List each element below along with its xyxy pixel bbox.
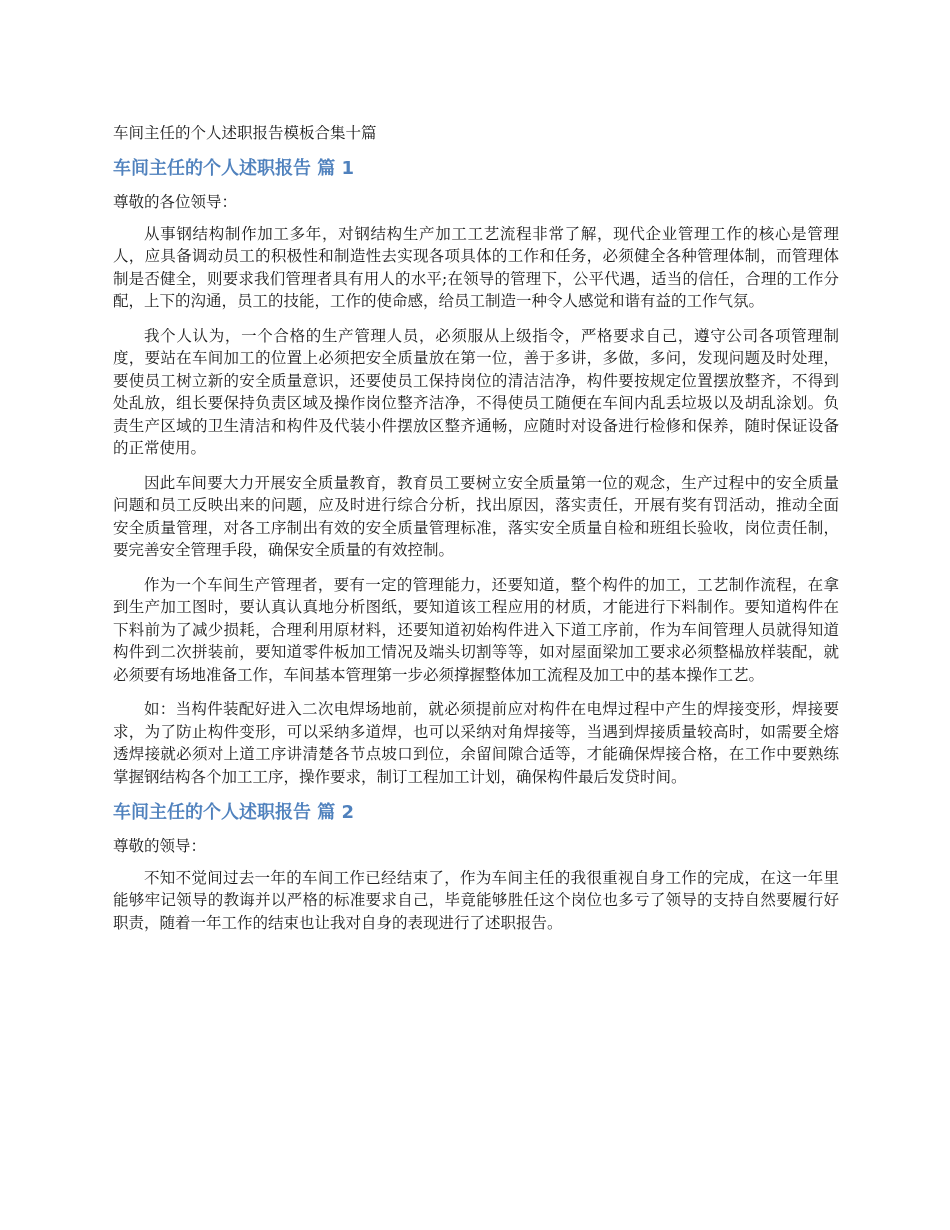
report-section-2 — [113, 800, 839, 934]
salutation: 尊敬的各位领导： — [113, 193, 238, 211]
document-page — [113, 122, 839, 946]
report-section-1 — [113, 156, 839, 788]
salutation: 尊敬的领导： — [113, 837, 207, 855]
document-title: 车间主任的个人述职报告模板合集十篇 — [113, 124, 377, 142]
body-paragraph: 我个人认为，一个合格的生产管理人员，必须服从上级指令，严格要求自己，遵守公司各项管理制度，要站在车间加工的位置上必须把安全质量放在第一位，善于多讲，多做，多问，发现问题及时处理，要使员工树立新的安全质量意识，还要使员工保持岗位的清洁洁净，构件要按规定位置摆放整齐，不得到处乱放，组长要保持负责区域及操作岗位整齐洁净，不得使员工随便在车间内乱丢垃圾以及胡乱涂划。负责生产区域的卫生清洁和构件及代装小件摆放区整齐通畅，应随时对设备进行检修和保养，随时保证设备的正常使用。 — [113, 326, 839, 457]
body-paragraph: 从事钢结构制作加工多年，对钢结构生产加工工艺流程非常了解，现代企业管理工作的核心是管理人，应具备调动员工的积极性和制造性去实现各项具体的工作和任务，必须健全各种管理体制，而管理体制是否健全，则要求我们管理者具有用人的水平;在领导的管理下，公平代遇，适当的信任，合理的工作分配，上下的沟通，员工的技能，工作的使命感，给员工制造一种令人感觉和谐有益的工作气氛。 — [113, 224, 839, 310]
body-paragraph: 作为一个车间生产管理者，要有一定的管理能力，还要知道，整个构件的加工，工艺制作流程，在拿到生产加工图时，要认真认真地分析图纸，要知道该工程应用的材质，才能进行下料制作。要知道构件在下料前为了减少损耗，合理利用原材料，还要知道初始构件进入下道工序前，作为车间管理人员就得知道构件到二次拼装前，要知道零件板加工情况及端头切割等等，如对屋面梁加工要求必须整榀放样装配，就必须要有场地准备工作，车间基本管理第一步必须撑握整体加工流程及加工中的基本操作工艺。 — [113, 575, 839, 684]
body-paragraph: 不知不觉间过去一年的车间工作已经结束了，作为车间主任的我很重视自身工作的完成，在这一年里能够牢记领导的教诲并以严格的标准要求自己，毕竟能够胜任这个岗位也多亏了领导的支持自然要履行好职责，随着一年工作的结束也让我对自身的表现进行了述职报告。 — [113, 868, 839, 932]
section-heading: 车间主任的个人述职报告 篇 2 — [113, 802, 355, 823]
section-heading: 车间主任的个人述职报告 篇 1 — [113, 158, 355, 179]
body-paragraph: 如：当构件装配好进入二次电焊场地前，就必须提前应对构件在电焊过程中产生的焊接变形，焊接要求，为了防止构件变形，可以采纳多道焊，也可以采纳对角焊接等，当遇到焊接质量较高时，如需要全熔透焊接就必须对上道工序讲清楚各节点坡口到位，余留间隙合适等，才能确保焊接合格，在工作中要熟练掌握钢结构各个加工工序，操作要求，制订工程加工计划，确保构件最后发贷时间。 — [113, 700, 839, 786]
body-paragraph: 因此车间要大力开展安全质量教育，教育员工要树立安全质量第一位的观念，生产过程中的安全质量问题和员工反映出来的问题，应及时进行综合分析，找出原因，落实责任，开展有奖有罚活动，推动全面安全质量管理，对各工序制出有效的安全质量管理标准，落实安全质量自检和班组长验收，岗位责任制，要完善安全管理手段，确保安全质量的有效控制。 — [113, 473, 839, 559]
